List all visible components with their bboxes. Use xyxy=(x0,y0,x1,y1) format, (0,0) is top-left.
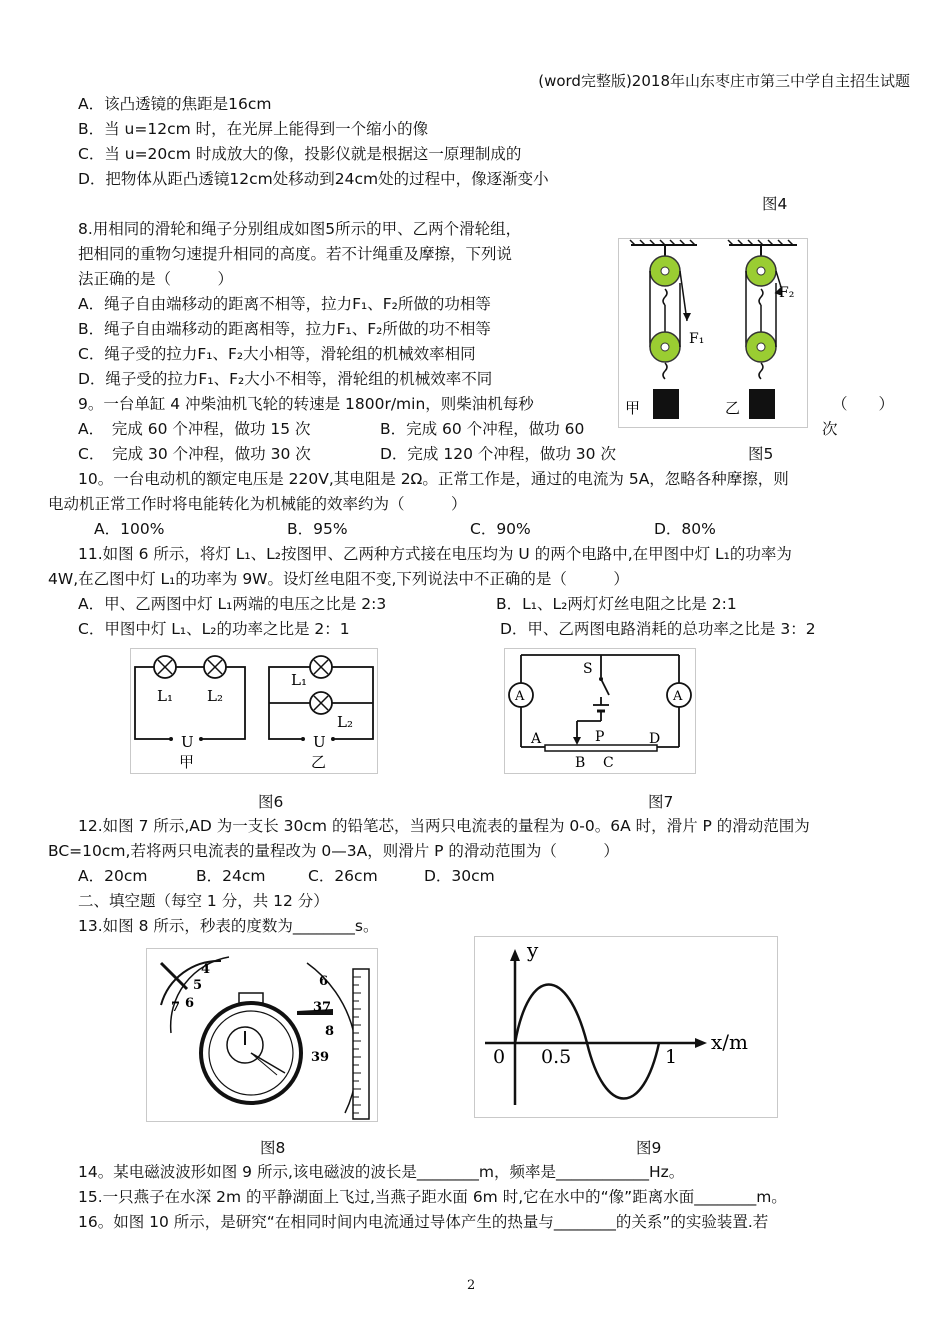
q9-option-b: B．完成 60 个冲程，做功 60 xyxy=(380,420,585,438)
fig7-c-label: C xyxy=(603,755,614,771)
q14-stem: 14。某电磁波波形如图 9 所示,该电磁波的波长是________m，频率是____________Hz。 xyxy=(78,1163,685,1181)
fig5-caption: 图5 xyxy=(748,445,774,463)
q12-option-a: A．20cm xyxy=(78,867,148,885)
fig7-circuit-diagram xyxy=(504,648,696,774)
fig5-label-right: 乙 xyxy=(725,399,741,417)
q11-option-b: B．L₁、L₂两灯灯丝电阻之比是 2:1 xyxy=(496,595,737,613)
fig7-b-label: B xyxy=(575,755,586,771)
q9-option-a: A． 完成 60 个冲程，做功 15 次 xyxy=(78,420,311,438)
fig6-jia-l2: L₂ xyxy=(207,687,223,705)
q9-stem: 9。一台单缸 4 冲柴油机飞轮的转速是 1800r/min，则柴油机每秒 xyxy=(78,395,534,413)
fig8-min-tick-4: 4 xyxy=(201,962,211,977)
q8-option-a: A．绳子自由端移动的距离不相等，拉力F₁、F₂所做的功相等 xyxy=(78,295,491,313)
q8-stem-3: 法正确的是（ ） xyxy=(78,270,234,288)
q10-option-a: A．100% xyxy=(94,520,165,538)
q11-option-d: D．甲、乙两图电路消耗的总功率之比是 3：2 xyxy=(500,620,816,638)
fig6-yi-l1: L₁ xyxy=(291,671,307,689)
fig6-caption: 图6 xyxy=(258,793,284,811)
fig8-sec-tick-39: 39 xyxy=(311,1050,330,1065)
section-2-heading: 二、填空题（每空 1 分，共 12 分） xyxy=(78,892,329,910)
q7-option-c: C．当 u=20cm 时成放大的像，投影仪就是根据这一原理制成的 xyxy=(78,145,522,163)
q10-option-b: B．95% xyxy=(287,520,348,538)
q7-option-a: A．该凸透镜的焦距是16cm xyxy=(78,95,272,113)
fig5-pulley-diagram xyxy=(618,238,808,428)
q12-option-d: D．30cm xyxy=(424,867,495,885)
q15-stem: 15.一只燕子在水深 2m 的平静湖面上飞过,当燕子距水面 6m 时,它在水中的“像”距离水面________m。 xyxy=(78,1188,787,1206)
page-number: 2 xyxy=(467,1278,476,1293)
q11-stem-2: 4W,在乙图中灯 L₁的功率为 9W。设灯丝电阻不变,下列说法中不正确的是（ ） xyxy=(48,570,629,588)
fig4-caption: 图4 xyxy=(762,195,788,213)
fig9-wave-graph xyxy=(474,936,778,1118)
q8-option-d: D．绳子受的拉力F₁、F₂大小不相等，滑轮组的机械效率不同 xyxy=(78,370,493,388)
q8-stem-2: 把相同的重物匀速提升相同的高度。若不计绳重及摩擦，下列说 xyxy=(78,245,513,263)
fig6-yi-u: U xyxy=(313,733,326,751)
fig6-jia-u: U xyxy=(181,733,194,751)
q12-option-b: B．24cm xyxy=(196,867,266,885)
q9-option-d: D．完成 120 个冲程，做功 30 次 xyxy=(380,445,616,463)
q16-stem: 16。如图 10 所示，是研究“在相同时间内电流通过导体产生的热量与________的关系”的实验装置.若 xyxy=(78,1213,769,1231)
q12-option-c: C．26cm xyxy=(308,867,378,885)
fig8-stopwatch xyxy=(146,948,378,1122)
q9-suffix: 次 xyxy=(822,420,838,438)
q8-option-c: C．绳子受的拉力F₁、F₂大小相等，滑轮组的机械效率相同 xyxy=(78,345,476,363)
q10-stem-1: 10。一台电动机的额定电压是 220V,其电阻是 2Ω。正常工作是，通过的电流为 5A，忽略各种摩擦，则 xyxy=(78,470,789,488)
fig5-f2-label: F₂ xyxy=(779,285,795,301)
fig6-yi-label: 乙 xyxy=(311,753,327,771)
fig9-one-label: 1 xyxy=(665,1046,678,1068)
q11-option-c: C．甲图中灯 L₁、L₂的功率之比是 2：1 xyxy=(78,620,350,638)
q13-stem: 13.如图 8 所示，秒表的度数为________s。 xyxy=(78,917,379,935)
fig8-sec-tick-37: 37 xyxy=(313,1000,332,1015)
fig9-x-label: x/m xyxy=(711,1030,748,1054)
fig9-caption: 图9 xyxy=(636,1139,662,1157)
q11-option-a: A．甲、乙两图中灯 L₁两端的电压之比是 2:3 xyxy=(78,595,387,613)
q9-option-c: C． 完成 30 个冲程，做功 30 次 xyxy=(78,445,311,463)
fig6-jia-label: 甲 xyxy=(179,753,195,771)
fig9-y-label: y xyxy=(527,938,539,962)
fig7-p-label: P xyxy=(595,729,605,745)
fig7-caption: 图7 xyxy=(648,793,674,811)
q12-stem-2: BC=10cm,若将两只电流表的量程改为 0—3A，则滑片 P 的滑动范围为（ ） xyxy=(48,842,619,860)
q9-paren: （ ） xyxy=(832,395,895,413)
fig8-min-tick-6: 6 xyxy=(185,996,195,1011)
fig7-ammeter-left: A xyxy=(515,689,525,704)
fig7-ammeter-right: A xyxy=(673,689,683,704)
fig5-label-left: 甲 xyxy=(625,399,641,417)
fig9-origin-label: 0 xyxy=(493,1046,506,1068)
q10-stem-2: 电动机正常工作时将电能转化为机械能的效率约为（ ） xyxy=(48,495,467,513)
fig7-switch-label: S xyxy=(583,661,593,677)
fig8-sec-tick-8: 8 xyxy=(325,1024,335,1039)
q7-option-b: B．当 u=12cm 时，在光屏上能得到一个缩小的像 xyxy=(78,120,429,138)
fig8-sec-tick-6: 6 xyxy=(319,974,329,989)
fig6-jia-l1: L₁ xyxy=(157,687,173,705)
q11-stem-1: 11.如图 6 所示，将灯 L₁、L₂按图甲、乙两种方式接在电压均为 U 的两个电路中,在甲图中灯 L₁的功率为 xyxy=(78,545,792,563)
fig8-min-tick-5: 5 xyxy=(193,978,203,993)
fig7-a-label: A xyxy=(531,731,542,747)
fig8-min-tick-7: 7 xyxy=(171,1000,181,1015)
page-header: (word完整版)2018年山东枣庄市第三中学自主招生试题 xyxy=(538,72,910,90)
fig6-yi-l2: L₂ xyxy=(337,713,353,731)
fig8-caption: 图8 xyxy=(260,1139,286,1157)
fig6-circuit-diagram xyxy=(130,648,378,774)
q10-option-d: D．80% xyxy=(654,520,716,538)
fig9-half-label: 0.5 xyxy=(541,1046,572,1068)
q12-stem-1: 12.如图 7 所示,AD 为一支长 30cm 的铅笔芯，当两只电流表的量程为 0-0。6A 时，滑片 P 的滑动范围为 xyxy=(78,817,810,835)
q10-option-c: C．90% xyxy=(470,520,531,538)
fig7-d-label: D xyxy=(649,731,661,747)
q8-stem-1: 8.用相同的滑轮和绳子分别组成如图5所示的甲、乙两个滑轮组， xyxy=(78,220,522,238)
q8-option-b: B．绳子自由端移动的距离相等，拉力F₁、F₂所做的功不相等 xyxy=(78,320,491,338)
q7-option-d: D．把物体从距凸透镜12cm处移动到24cm处的过程中，像逐渐变小 xyxy=(78,170,549,188)
fig5-f1-label: F₁ xyxy=(689,331,705,347)
